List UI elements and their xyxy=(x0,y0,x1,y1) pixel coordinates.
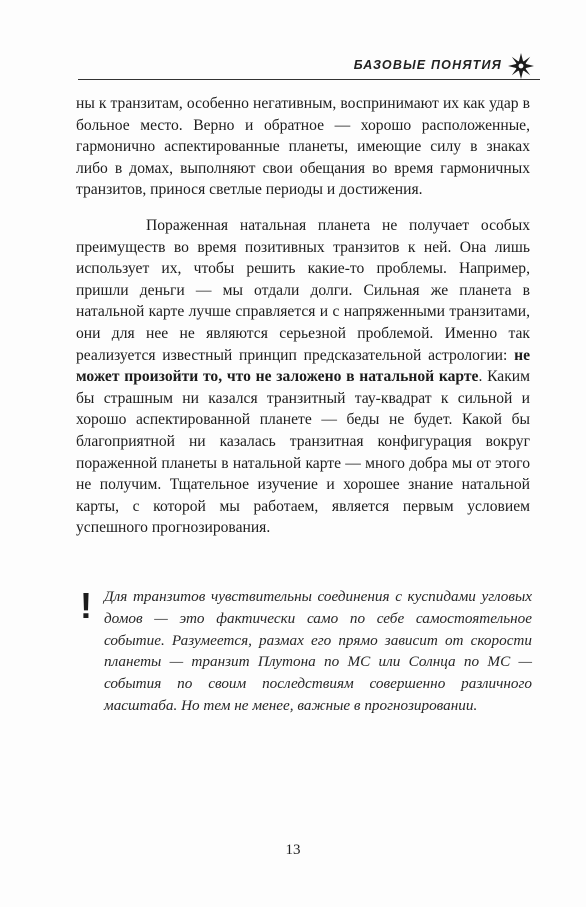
key-principle: не может произойти то, что не заложено в натальной карте xyxy=(76,346,530,386)
paragraph-text: Пораженная натальная планета не получает особых преимуществ во время позитивных транзитов к ней. Она лишь использует их, чтобы решить какие-то проблемы. Например, пришли деньги — мы отдали долги. Сильная же планета в натальной карте лучше справляется и с напряженными транзитами, они для нее не являются серьезной проблемой. Именно так реализуется известный принцип предсказательной астрологии: xyxy=(76,216,530,364)
main-text xyxy=(76,93,530,539)
paragraph: ны к транзитам, особенно негативным, воспринимают их как удар в больное место. Верно и обратное — хорошо расположенные, гармонично аспектированные планеты, имеющие силу в знаках либо в домах, выполняют свои обещания во время гармоничных транзитов, принося светлые периоды и достижения. xyxy=(76,95,530,199)
page-number: 13 xyxy=(285,842,301,858)
header-divider xyxy=(78,79,540,80)
paragraph-text: . Каким бы страшным ни казался транзитный тау-квадрат к сильной и хорошо аспектированной планете — беды не будет. Какой бы благоприятной ни казалась транзитная конфигурация вокруг пораженной планеты в натальной карте — много добра мы от этого не получим. Тщательное изучение и хорошее знание натальной карты, с которой мы работаем, является первым условием успешного прогнозирования. xyxy=(76,368,531,537)
note-block xyxy=(76,586,532,717)
sun-ornament-icon xyxy=(508,53,534,79)
exclamation-icon: ! xyxy=(80,585,92,626)
section-title: БАЗОВЫЕ ПОНЯТИЯ xyxy=(353,58,502,72)
paragraph xyxy=(76,215,530,539)
note-text: Для транзитов чувствительны соединения с куспидами угловых домов — это фактически само по себе самостоятельное событие. Разумеется, размах его прямо зависит от скорости планеты — транзит Плутона по МС или Солнца по МС — события по своим последствиям совершенно различного масштаба. Но тем не менее, важные в прогнозировании. xyxy=(104,588,532,714)
running-header xyxy=(78,56,540,78)
